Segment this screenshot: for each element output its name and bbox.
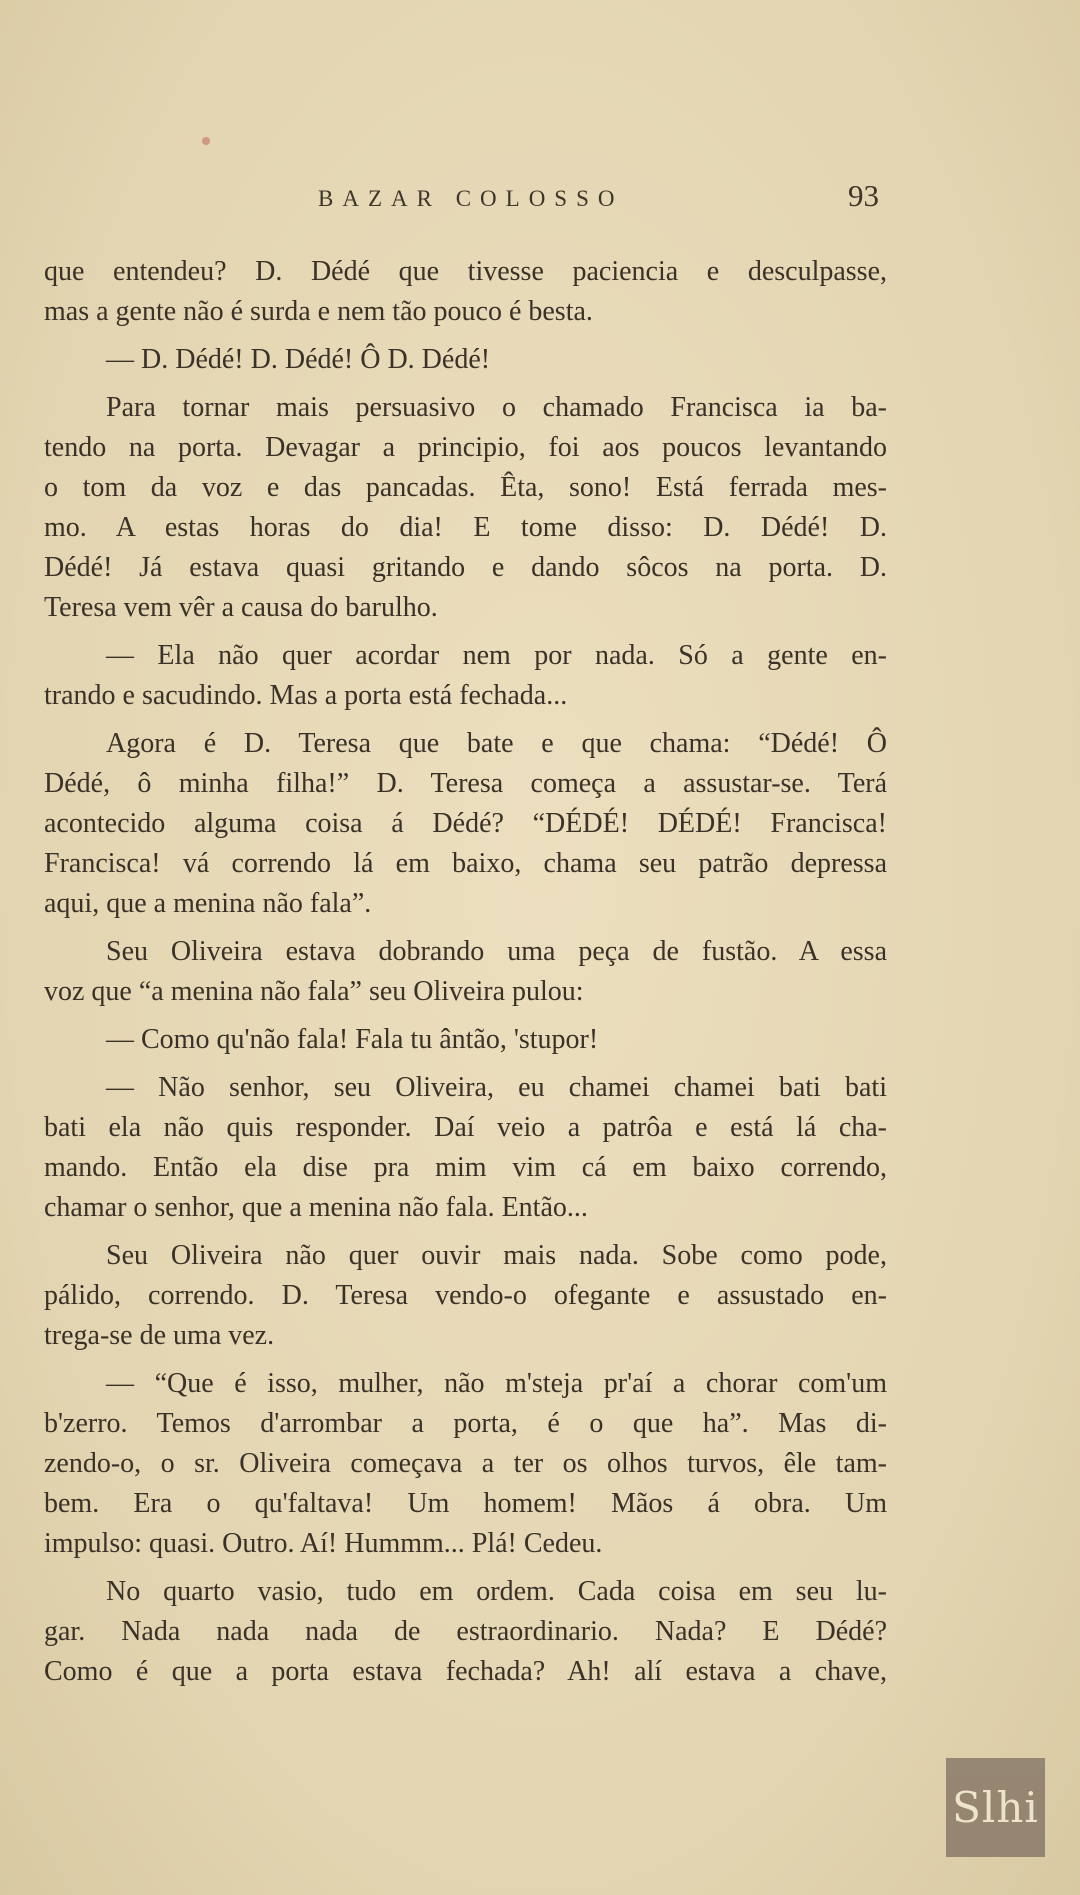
text-line: impulso: quasi. Outro. Aí! Hummm... Plá! Cedeu.: [44, 1528, 603, 1559]
text-line: — Ela não quer acordar nem por nada. Só a gente en-: [106, 640, 887, 671]
page-number: 93: [848, 178, 879, 213]
library-logo: [946, 1758, 1045, 1857]
text-line: chamar o senhor, que a menina não fala. Então...: [44, 1192, 588, 1223]
body-text: [44, 252, 887, 1692]
text-line: pálido, correndo. D. Teresa vendo-o ofegante e assustado en-: [44, 1280, 887, 1311]
text-line: bati ela não quis responder. Daí veio a patrôa e está lá cha-: [44, 1112, 887, 1143]
text-line: Francisca! vá correndo lá em baixo, chama seu patrão depressa: [44, 848, 887, 879]
text-line: mas a gente não é surda e nem tão pouco é besta.: [44, 296, 593, 327]
text-line: Dédé! Já estava quasi gritando e dando sôcos na porta. D.: [44, 552, 887, 583]
text-line: — Como qu'não fala! Fala tu ântão, 'stupor!: [106, 1024, 599, 1055]
text-line: Como é que a porta estava fechada? Ah! alí estava a chave,: [44, 1656, 887, 1687]
logo-text: Slhi: [952, 1783, 1039, 1832]
text-line: aqui, que a menina não fala”.: [44, 888, 372, 919]
text-line: trando e sacudindo. Mas a porta está fechada...: [44, 680, 568, 711]
page-header: [0, 178, 1080, 218]
text-line: Agora é D. Teresa que bate e que chama: “Dédé! Ô: [106, 728, 887, 759]
text-line: tendo na porta. Devagar a principio, foi aos poucos levantando: [44, 432, 887, 463]
text-line: — D. Dédé! D. Dédé! Ô D. Dédé!: [106, 344, 491, 375]
text-line: voz que “a menina não fala” seu Oliveira pulou:: [44, 976, 584, 1007]
ink-spot: [202, 137, 210, 145]
text-line: zendo-o, o sr. Oliveira começava a ter os olhos turvos, êle tam-: [44, 1448, 887, 1479]
running-title: BAZAR COLOSSO: [318, 186, 624, 211]
text-line: — Não senhor, seu Oliveira, eu chamei chamei bati bati: [106, 1072, 887, 1103]
text-line: que entendeu? D. Dédé que tivesse paciencia e desculpasse,: [44, 256, 887, 287]
text-line: Seu Oliveira estava dobrando uma peça de fustão. A essa: [106, 936, 887, 967]
text-line: bem. Era o qu'faltava! Um homem! Mãos á obra. Um: [44, 1488, 887, 1519]
text-line: trega-se de uma vez.: [44, 1320, 275, 1351]
text-line: o tom da voz e das pancadas. Êta, sono! Está ferrada mes-: [44, 472, 887, 503]
text-line: acontecido alguma coisa á Dédé? “DÉDÉ! DÉDÉ! Francisca!: [44, 808, 887, 839]
text-line: — “Que é isso, mulher, não m'steja pr'aí a chorar com'um: [106, 1368, 887, 1399]
text-line: Teresa vem vêr a causa do barulho.: [44, 592, 438, 623]
text-line: Dédé, ô minha filha!” D. Teresa começa a assustar-se. Terá: [44, 768, 887, 799]
text-line: gar. Nada nada nada de estraordinario. Nada? E Dédé?: [44, 1616, 887, 1647]
text-line: No quarto vasio, tudo em ordem. Cada coisa em seu lu-: [106, 1576, 887, 1607]
text-line: mo. A estas horas do dia! E tome disso: D. Dédé! D.: [44, 512, 887, 543]
text-line: mando. Então ela dise pra mim vim cá em baixo correndo,: [44, 1152, 887, 1183]
text-line: b'zerro. Temos d'arrombar a porta, é o que ha”. Mas di-: [44, 1408, 887, 1439]
text-line: Seu Oliveira não quer ouvir mais nada. Sobe como pode,: [106, 1240, 887, 1271]
text-line: Para tornar mais persuasivo o chamado Francisca ia ba-: [106, 392, 887, 423]
